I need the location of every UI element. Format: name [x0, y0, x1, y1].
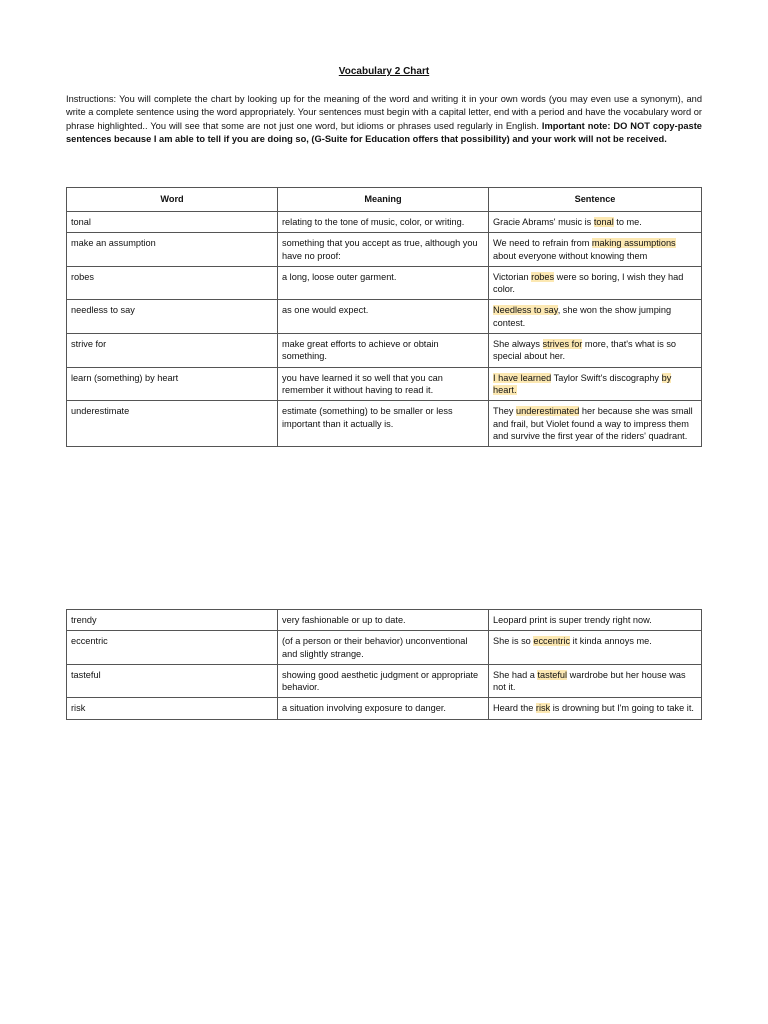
cell-word: make an assumption — [67, 233, 278, 267]
cell-sentence — [489, 266, 702, 300]
sentence-text: Heard the — [493, 703, 536, 714]
important-note: Important note: DO NOT copy-paste sentences because I am able to tell if you are doing so, (G-Suite for Education offers that possibility) and your work will not be received. — [66, 120, 702, 145]
highlighted-term: I have learned — [493, 372, 552, 383]
table-row — [67, 367, 702, 401]
cell-meaning: something that you accept as true, although you have no proof: — [278, 233, 489, 267]
cell-word: tasteful — [67, 664, 278, 698]
highlighted-term: risk — [535, 703, 551, 714]
table-row — [67, 631, 702, 665]
table-row — [67, 233, 702, 267]
highlighted-term: robes — [531, 271, 555, 282]
table-row — [67, 212, 702, 233]
cell-word: eccentric — [67, 631, 278, 665]
cell-sentence — [489, 212, 702, 233]
sentence-text: to me. — [613, 217, 642, 227]
cell-word: learn (something) by heart — [67, 367, 278, 401]
sentence-text: She always — [493, 339, 543, 350]
table-row — [67, 698, 702, 719]
cell-sentence — [489, 334, 702, 368]
table-row — [67, 664, 702, 698]
table-row — [67, 266, 702, 300]
cell-sentence — [489, 698, 702, 719]
cell-meaning: estimate (something) to be smaller or less important than it actually is. — [278, 401, 489, 447]
cell-sentence — [489, 631, 702, 665]
highlighted-term: tonal — [593, 217, 614, 227]
cell-sentence — [489, 401, 702, 447]
table-row — [67, 300, 702, 334]
cell-word: robes — [67, 266, 278, 300]
sentence-text: were so boring, I wish they had color. — [493, 271, 684, 295]
highlighted-term: Needless to say — [493, 305, 558, 316]
cell-meaning: you have learned it so well that you can remember it without having to read it. — [278, 367, 489, 401]
highlighted-term: making assumptions — [591, 238, 676, 249]
sentence-text: about everyone without knowing them — [493, 250, 648, 261]
vocabulary-table-1 — [66, 187, 702, 447]
cell-word: risk — [67, 698, 278, 719]
highlighted-term: strives for — [542, 339, 583, 350]
table-row — [67, 334, 702, 368]
sentence-text: her because she was small and frail, but Violet found a way to impress them and survive the first year of the riders' quadrant. — [493, 406, 693, 441]
cell-word: trendy — [67, 610, 278, 631]
sentence-text: wardrobe but her house was not it. — [493, 669, 686, 693]
highlighted-term: underestimated — [515, 406, 580, 417]
cell-sentence — [489, 367, 702, 401]
sentence-text: more, that's what is so special about her. — [493, 339, 677, 362]
cell-sentence — [489, 233, 702, 267]
sentence-text: , she won the show jumping contest. — [493, 305, 672, 328]
header-meaning: Meaning — [278, 188, 489, 212]
cell-meaning: relating to the tone of music, color, or writing. — [278, 212, 489, 233]
cell-meaning: as one would expect. — [278, 300, 489, 334]
cell-word: needless to say — [67, 300, 278, 334]
cell-word: strive for — [67, 334, 278, 368]
cell-meaning: a situation involving exposure to danger. — [278, 698, 489, 719]
sentence-text: We need to refrain from — [493, 238, 592, 249]
cell-meaning: a long, loose outer garment. — [278, 266, 489, 300]
table-row — [67, 610, 702, 631]
sentence-text: is drowning but I'm going to take it. — [550, 703, 694, 714]
cell-meaning: very fashionable or up to date. — [278, 610, 489, 631]
highlighted-term: eccentric — [533, 636, 571, 647]
header-word: Word — [67, 188, 278, 212]
highlighted-term: by heart. — [493, 372, 672, 395]
cell-sentence — [489, 664, 702, 698]
document-title: Vocabulary 2 Chart — [338, 66, 430, 77]
sentence-text: Taylor Swift's discography — [551, 372, 662, 383]
table-row — [67, 401, 702, 447]
vocabulary-table-2 — [66, 609, 702, 720]
cell-sentence — [489, 610, 702, 631]
sentence-text: Gracie Abrams' music is — [493, 217, 594, 227]
instructions-paragraph — [66, 93, 702, 147]
instructions-text: Instructions: You will complete the chart by looking up for the meaning of the word and writing it in your own words (you may even use a synonym), and write a complete sentence using the word appropriately. Your sentences must begin with a capital letter, end with a period and have the vocabulary word or phrase highlighted.. You will see that some are not just one word, but idioms or phrases used regularly in English. — [66, 94, 703, 131]
table-header-row — [67, 188, 702, 212]
cell-meaning: (of a person or their behavior) unconventional and slightly strange. — [278, 631, 489, 665]
sentence-text: Leopard print is super trendy right now. — [493, 615, 652, 625]
highlighted-term: tasteful — [537, 669, 568, 680]
cell-sentence — [489, 300, 702, 334]
cell-meaning: make great efforts to achieve or obtain something. — [278, 334, 489, 368]
sentence-text: it kinda annoys me. — [570, 636, 652, 647]
header-sentence: Sentence — [489, 188, 702, 212]
sentence-text: Victorian — [493, 271, 532, 282]
sentence-text: She is so — [493, 636, 534, 647]
sentence-text: She had a — [493, 669, 538, 680]
cell-meaning: showing good aesthetic judgment or appropriate behavior. — [278, 664, 489, 698]
sentence-text: They — [493, 406, 516, 417]
cell-word: tonal — [67, 212, 278, 233]
cell-word: underestimate — [67, 401, 278, 447]
